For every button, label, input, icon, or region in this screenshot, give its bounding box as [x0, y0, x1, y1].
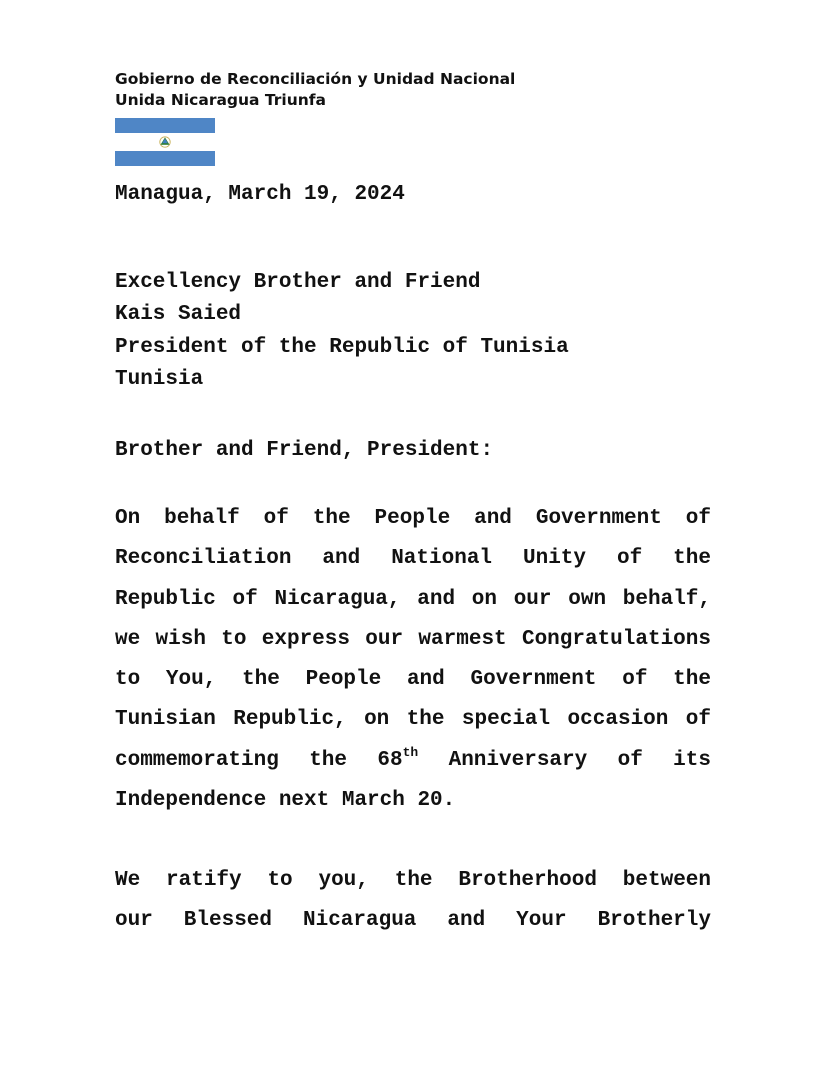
paragraph-line: to You, the People and Government of the: [115, 668, 711, 692]
ordinal-suffix: th: [402, 744, 419, 760]
congratulations-paragraph: [115, 499, 711, 821]
brotherhood-paragraph: [115, 861, 711, 942]
salutation: Brother and Friend, President:: [115, 439, 494, 462]
letterhead-slogan: Unida Nicaragua Triunfa: [115, 91, 327, 109]
paragraph-line: Republic of Nicaragua, and on our own behalf,: [115, 587, 711, 611]
paragraph-line: our Blessed Nicaragua and Your Brotherly: [115, 909, 711, 933]
anniversary-text-after: Anniversary of its: [418, 748, 711, 772]
letterhead-government-name: Gobierno de Reconciliación y Unidad Nacional: [115, 70, 516, 88]
recipient-line: President of the Republic of Tunisia: [115, 335, 569, 359]
paragraph-line: We ratify to you, the Brotherhood between: [115, 869, 711, 892]
flag-bottom-stripe: [115, 151, 215, 166]
paragraph-line: On behalf of the People and Government of: [115, 507, 711, 530]
letterhead: [115, 69, 515, 111]
recipient-line: Excellency Brother and Friend: [115, 271, 481, 294]
paragraph-line: Reconciliation and National Unity of the: [115, 547, 711, 571]
anniversary-text-before: commemorating the 68: [115, 748, 403, 772]
letter-date: Managua, March 19, 2024: [115, 183, 405, 206]
paragraph-line: we wish to express our warmest Congratulations: [115, 627, 711, 651]
paragraph-line-anniversary: [115, 741, 711, 781]
paragraph-line: Tunisian Republic, on the special occasion of: [115, 708, 711, 732]
recipient-address: [115, 267, 569, 396]
recipient-line: Kais Saied: [115, 303, 242, 327]
nicaragua-flag-icon: [115, 118, 215, 166]
recipient-line: Tunisia: [115, 367, 204, 391]
paragraph-last-line: Independence next March 20.: [115, 789, 456, 813]
flag-top-stripe: [115, 118, 215, 133]
